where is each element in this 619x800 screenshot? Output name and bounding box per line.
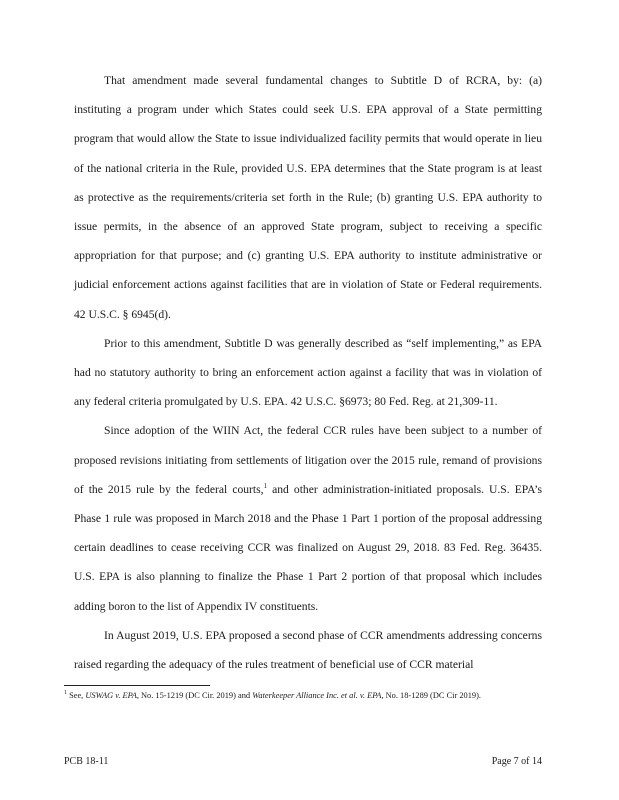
docket-number: PCB 18-11 [64,756,109,767]
footnote-case-1: USWAG v. EPA [85,691,137,700]
body-text [74,66,542,679]
footnote-case-2: Waterkeeper Alliance Inc. et al. v. EPA [252,691,382,700]
paragraph-2: Prior to this amendment, Subtitle D was generally described as “self implementing,” as EPA had no statutory authority to bring an enforcement action against a facility that was in violation of any federal criteria promulgated by U.S. EPA. 42 U.S.C. §6973; 80 Fed. Reg. at 21,309-11. [74,336,542,409]
footnote-cite-2: , No. 18-1289 (DC Cir 2019). [381,691,482,700]
paragraph-4: In August 2019, U.S. EPA proposed a second phase of CCR amendments addressing concerns raised regarding the adequacy of the rules treatment of beneficial use of CCR material [74,628,542,672]
footnote [64,689,542,703]
footnote-divider [64,685,210,686]
page-number: Page 7 of 14 [491,756,542,767]
paragraph-1: That amendment made several fundamental changes to Subtitle D of RCRA, by: (a) instituting a program under which States could seek U.S. EPA approval of a State permitting program that would allow the State to issue individualized facility permits that would operate in lieu of the national criteria in the Rule, provided U.S. EPA determines that the State program is at least as protective as the requirements/criteria set forth in the Rule; (b) granting U.S. EPA authority to issue permits, in the absence of an approved State program, subject to receiving a specific appropriation for that purpose; and (c) granting U.S. EPA authority to institute administrative or judicial enforcement actions against facilities that are in violation of State or Federal requirements. 42 U.S.C. § 6945(d). [74,74,542,321]
footnote-see: See, [69,691,86,700]
paragraph-3 [74,416,542,620]
footnote-marker: 1 [64,690,67,697]
page-footer [64,756,542,767]
paragraph-3-text-b: and other administration-initiated proposals. U.S. EPA’s Phase 1 rule was proposed in March 2018 and the Phase 1 Part 1 portion of the proposal addressing certain deadlines to cease receiving CCR was finalized on August 29, 2018. 83 Fed. Reg. 36435. U.S. EPA is also planning to finalize the Phase 1 Part 2 portion of that proposal which includes adding boron to the list of Appendix IV constituents. [74,482,542,613]
footnote-reference: 1 [263,481,268,490]
footnote-cite-1: , No. 15-1219 (DC Cir. 2019) and [136,691,253,700]
paragraph-3-text-a: Since adoption of the WIIN Act, the federal CCR rules have been subject to a number of proposed revisions initiating from settlements of litigation over the 2015 rule, remand of provisions of the 2015 rule by the federal courts, [74,424,542,496]
